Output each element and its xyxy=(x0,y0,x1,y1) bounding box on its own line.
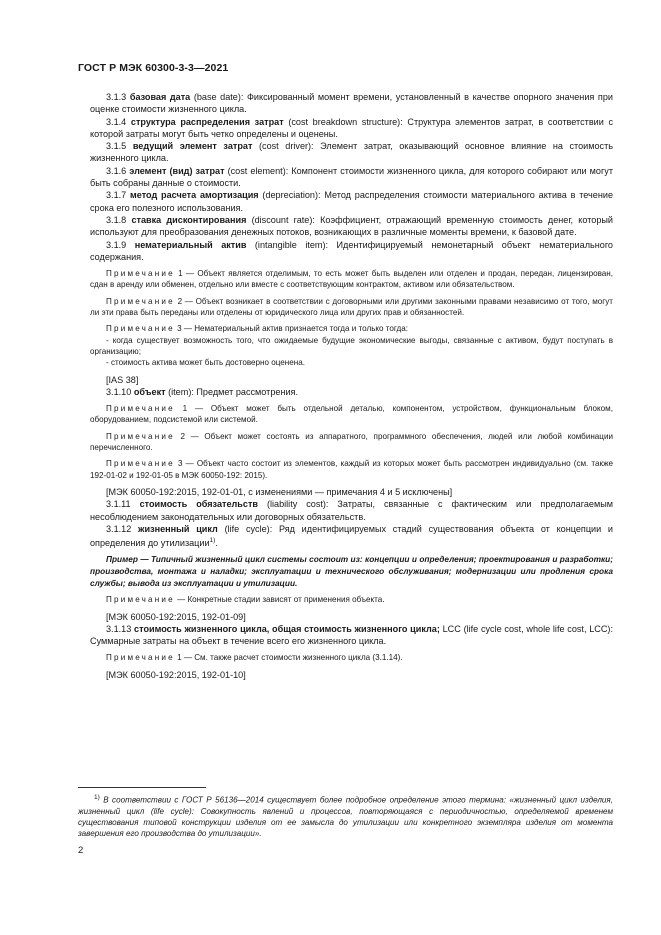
term-name: жизненный цикл xyxy=(138,523,218,534)
note-3-1-10-1: Примечание 1 — Объект может быть отдельной деталью, компонентом, устройством, функциональным блоком, оборудованием, подсистемой или системой. xyxy=(90,404,613,425)
note-label: Примечание xyxy=(106,653,175,663)
note-label: Примечание xyxy=(106,595,175,605)
term-3-1-7: 3.1.7 метод расчета амортизация (depreciation): Метод распределения стоимости материального актива в течение срока его полезного использования. xyxy=(90,190,614,213)
note-3-1-9-1: Примечание 1 — Объект является отделимым, то есть может быть выделен или отделен и продан, передан, лицензирован, сдан в аренду или обменен, отдельно или вместе с соответствующим контрактом, активом или обязательством. xyxy=(90,269,614,290)
note-label: Примечание xyxy=(106,431,175,441)
example-label: Пример xyxy=(106,554,138,565)
source-ref: [МЭК 60050-192:2015, 192-01-09] xyxy=(106,611,246,622)
note-label: Примечание xyxy=(106,296,175,306)
term-name: элемент (вид) затрат xyxy=(129,165,225,176)
term-name: ставка дисконтирования xyxy=(131,214,247,225)
term-3-1-9: 3.1.9 нематериальный актив (intangible item): Идентифицируемый немонетарный объект нематериального содержания. xyxy=(90,239,613,262)
term-name: метод расчета амортизация xyxy=(130,190,259,201)
note-3-1-10-3: Примечание 3 — Объект часто состоит из элементов, каждый из которых может быть рассмотрен индивидуально (см. также 192-01-02 и 192-01-05 в МЭК 60050-192: 2015). xyxy=(90,459,613,480)
source-ref: [МЭК 60050-192:2015, 192-01-01, с изменениями — примечания 4 и 5 исключены] xyxy=(106,486,453,497)
footnote-ref: 1) xyxy=(209,537,216,545)
term-3-1-3: 3.1.3 базовая дата (base date): Фиксированный момент времени, установленный в качестве опорного значения при оценке стоимости жизненного цикла. xyxy=(90,92,613,115)
term-name: стоимость обязательств xyxy=(139,499,258,510)
note-3-1-9-3: Примечание 3 — Нематериальный актив признается тогда и только тогда: xyxy=(106,324,408,334)
example-3-1-12: Пример — Типичный жизненный цикл системы состоит из: концепции и определения; проектирования и разработки; производства, монтажа и наладки; эксплуатации и технического обслуживания; модернизации или продления срока службы; вывода из эксплуатации и утилизации. xyxy=(90,554,613,588)
standard-header: ГОСТ Р МЭК 60300-3-3—2021 xyxy=(78,62,229,74)
term-3-1-12: 3.1.12 жизненный цикл (life cycle): Ряд идентифицируемых стадий существования объекта от концепции и определения до утилизации$^{1)}$. xyxy=(90,523,613,549)
page-number: 2 xyxy=(78,845,84,856)
source-ref: [IAS 38] xyxy=(106,374,139,385)
term-name: стоимость жизненного цикла, общая стоимость жизненного цикла; xyxy=(134,623,440,634)
document-body xyxy=(90,91,613,681)
footnote: $^{1)}$ В соответствии с ГОСТ Р 56136—2014 существует более подробное определение этого термина: «жизненный цикл изделия, жизненный цикл (life cycle): Совокупность явлений и процессов, повторяющаяся с периодичностью, определяемой временем существования типовой конструкции изделия от ее замысла до утилизации или конкретного экземпляра изделия от момента завершения его производства до утилизации». xyxy=(78,794,613,839)
note-bullet: - стоимость актива может быть достоверно оценена. xyxy=(106,358,305,368)
note-label: Примечание xyxy=(106,324,175,334)
note-3-1-10-2: Примечание 2 — Объект может состоять из аппаратного, программного обеспечения, людей или любой комбинации перечисленного. xyxy=(90,431,613,453)
footnote-divider xyxy=(78,787,206,788)
term-name: ведущий элемент затрат xyxy=(132,141,253,152)
term-name: нематериальный актив xyxy=(134,239,247,250)
note-3-1-13-1: Примечание 1 — См. также расчет стоимости жизненного цикла (3.1.14). xyxy=(106,653,403,663)
term-3-1-10: 3.1.10 объект (item): Предмет рассмотрения. xyxy=(106,386,299,397)
term-name: базовая дата xyxy=(129,92,191,102)
note-label: Примечание xyxy=(106,269,175,279)
note-label: Примечание xyxy=(106,459,175,469)
term-3-1-5: 3.1.5 ведущий элемент затрат (cost driver): Элемент затрат, оказывающий основное влияние на стоимость жизненного цикла. xyxy=(90,141,613,164)
term-name: структура распределения затрат xyxy=(130,116,284,127)
term-3-1-13: 3.1.13 стоимость жизненного цикла, общая стоимость жизненного цикла; LCC (life cycle cost, whole life cost, LCC): Суммарные затраты на объект в течение всего его жизненного цикла. xyxy=(90,623,613,647)
note-label: Примечание xyxy=(106,404,175,414)
note-bullet: - когда существует возможность того, что ожидаемые будущие экономические выгоды, связанные с активом, будут поступать в организацию; xyxy=(90,335,613,356)
term-3-1-6: 3.1.6 элемент (вид) затрат (cost element): Компонент стоимости жизненного цикла, для которого собирают или могут быть собраны данные о стоимости. xyxy=(90,165,614,189)
term-3-1-8: 3.1.8 ставка дисконтирования (discount rate): Коэффициент, отражающий временную стоимость денег, который используют для преобразования денежных потоков, возникающих в различные моменты времени, к базовой дате. xyxy=(90,214,613,238)
term-3-1-4: 3.1.4 структура распределения затрат (cost breakdown structure): Структура элементов затрат, в соответствии с которой затраты могут быть четко определены и оценены. xyxy=(90,116,613,139)
note-3-1-9-2: Примечание 2 — Объект возникает в соответствии с договорными или другими законными правами независимо от того, могут ли эти права быть переданы или отделены от юридического лица или других прав и обязанностей. xyxy=(90,296,613,318)
term-3-1-11: 3.1.11 стоимость обязательств (liability cost): Затраты, связанные с фактическим или предполагаемым несоблюдением законодательных или договорных обязательств. xyxy=(90,499,613,522)
term-name: объект xyxy=(133,386,166,397)
footnote-mark: 1) xyxy=(94,794,100,801)
note-3-1-12: Примечание — Конкретные стадии зависят от применения объекта. xyxy=(106,595,385,605)
source-ref: [МЭК 60050-192:2015, 192-01-10] xyxy=(106,669,246,680)
